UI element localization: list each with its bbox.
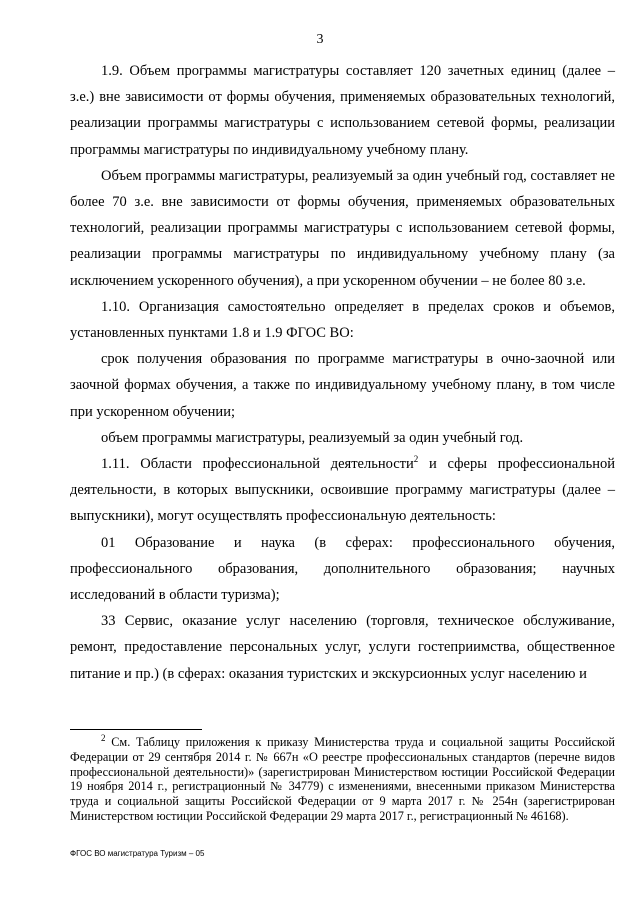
paragraph-1-11-end: и сферы профессиональной деятельности, в которых выпускники, освоившие программу магистратуры (далее – выпускники), могут осуществлять профессиональную деятельность:	[70, 456, 615, 525]
paragraph-1-11-start: 1.11. Области профессиональной деятельности	[101, 456, 414, 473]
running-footer: ФГОС ВО магистратура Туризм – 05	[70, 849, 205, 858]
paragraph-area-01: 01 Образование и наука (в сферах: профессионального обучения, профессионального образования, дополнительного образования; научных исследований в области туризма);	[70, 534, 615, 604]
paragraph-volume-per-year: Объем программы магистратуры, реализуемый за один учебный год, составляет не более 70 з.е. вне зависимости от формы обучения, применяемых образовательных технологий, реализации программы магистратуры с использованием сетевой формы, реализации программы магистратуры по индивидуальному учебному плану (за исключением ускоренного обучения), а при ускоренном обучении – не более 80 з.е.	[70, 167, 615, 289]
main-text	[70, 58, 615, 687]
paragraph-1-11	[70, 451, 615, 530]
footnote-marker: 2	[101, 732, 106, 743]
footnote-separator	[70, 729, 202, 730]
paragraph-1-9: 1.9. Объем программы магистратуры составляет 120 зачетных единиц (далее – з.е.) вне зависимости от формы обучения, применяемых образовательных технологий, реализации программы магистратуры с использованием сетевой формы, реализации программы магистратуры по индивидуальному учебному плану.	[70, 63, 615, 158]
footnote-text: См. Таблицу приложения к приказу Министерства труда и социальной защиты Российской Федерации от 29 сентября 2014 г. № 667н «О реестре профессиональных стандартов (перечне видов профессиональной деятельности)» (зарегистрирован Министерством юстиции Российской Федерации 19 ноября 2014 г., регистрационный № 34779) с изменениями, внесенными приказом Министерства труда и социальной защиты Российской Федерации от 9 марта 2017 г. № 254н (зарегистрирован Министерством юстиции Российской Федерации 29 марта 2017 г., регистрационный № 46168).	[70, 735, 615, 823]
paragraph-study-period: срок получения образования по программе магистратуры в очно-заочной или заочной формах обучения, а также по индивидуальному учебному плану, в том числе при ускоренном обучении;	[70, 351, 615, 420]
footnote-2	[70, 732, 615, 824]
footnote-reference: 2	[413, 454, 419, 465]
page-number: 3	[316, 32, 324, 47]
footnote	[70, 732, 615, 824]
paragraph-1-10: 1.10. Организация самостоятельно определяет в пределах сроков и объемов, установленных пунктами 1.8 и 1.9 ФГОС ВО:	[70, 298, 615, 342]
paragraph-area-33: 33 Сервис, оказание услуг населению (торговля, техническое обслуживание, ремонт, предоставление персональных услуг, услуги гостеприимства, общественное питание и пр.) (в сферах: оказания туристских и экскурсионных услуг населению и	[70, 613, 615, 682]
paragraph-annual-volume: объем программы магистратуры, реализуемый за один учебный год.	[101, 429, 524, 446]
